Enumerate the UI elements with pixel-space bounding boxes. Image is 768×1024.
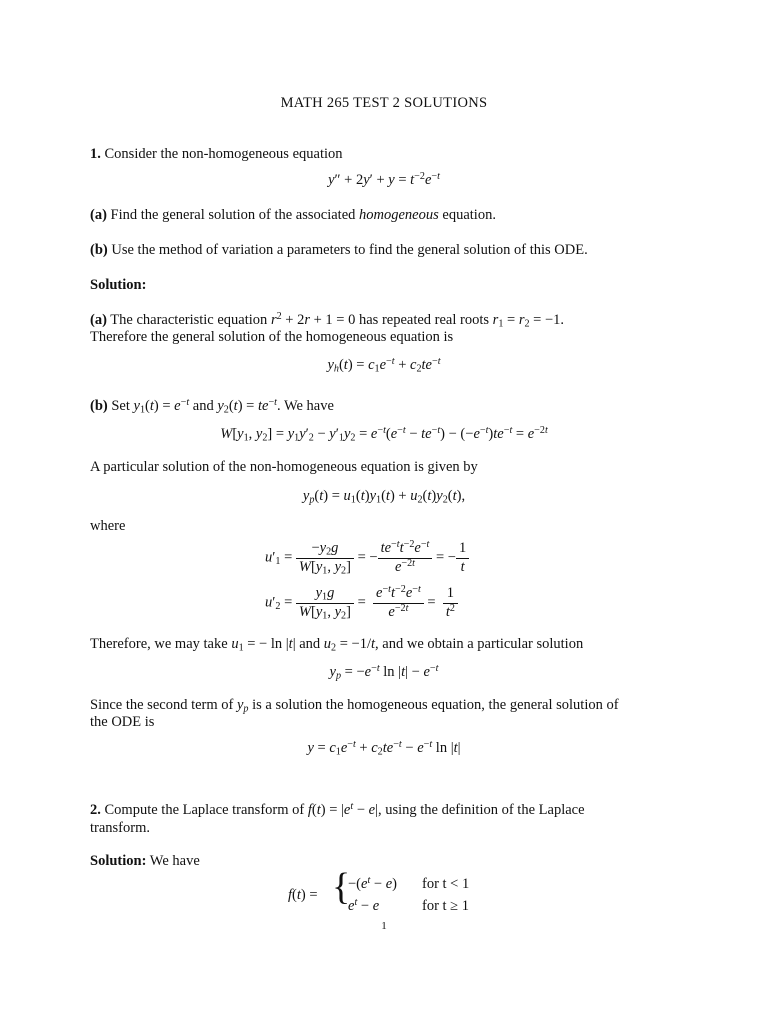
therefore-text1: Therefore, we may take <box>90 636 228 652</box>
particular-solution-form: $y_p(t) = u_1(t)y_1(t) + u_2(t)y_2(t)$, <box>302 488 466 506</box>
general-solution: $y = c_1e^{-t} + c_2te^{-t} - e^{-t}$ ln |t| <box>307 738 461 758</box>
since-text1: Since the second term of <box>90 697 234 713</box>
part-a-label: (a) <box>90 207 107 223</box>
sol-b-we-have: . We have <box>276 398 334 414</box>
characteristic-eq: $r^2 + 2r + 1 = 0$ <box>270 310 356 328</box>
problem-2-text2: , using the definition of the Laplace <box>377 802 585 818</box>
piecewise-case-2: $e^t - e$ <box>348 896 380 914</box>
sol-a-text2: has repeated real roots <box>358 312 490 328</box>
since-text2: is a solution the homogeneous equation, the general solution of <box>252 697 619 713</box>
since-text3: the ODE is <box>90 714 155 730</box>
therefore-text2: and <box>299 636 321 652</box>
solution-2-text: We have <box>149 853 200 869</box>
left-brace-icon: { <box>332 866 351 908</box>
piecewise-case-1: $-(e^t - e)$ <box>348 874 397 892</box>
case-2-condition: for t ≥ 1 <box>422 898 470 914</box>
roots-eq: $r_1 = r_2 = -1$. <box>492 312 565 330</box>
sol-b-and: and <box>192 398 214 414</box>
part-a-text-after: equation. <box>442 207 496 223</box>
therefore-text3: , and we obtain a particular solution <box>375 636 584 652</box>
problem-2-text1: Compute the Laplace transform of <box>104 802 305 818</box>
therefore-line: Therefore, we may take $u_1$ = − ln |t| and $u_2 = -1/t$, and we obtain a particular solution <box>90 636 584 654</box>
sol-a-line2: Therefore the general solution of the homogeneous equation is <box>90 329 454 345</box>
problem-1-intro-text: Consider the non-homogeneous equation <box>104 146 343 162</box>
sol-b-label: (b) <box>90 398 108 414</box>
since-line1: Since the second term of $y_p$ is a solution the homogeneous equation, the general solution of <box>90 697 619 715</box>
part-b-label: (b) <box>90 242 108 258</box>
solution-a-line1 <box>90 312 564 330</box>
part-a-text-before: Find the general solution of the associated <box>110 207 356 223</box>
piecewise-lhs: f(t) = <box>288 887 318 903</box>
u1-prime-equation: $u'_1$ = $\frac{-y_2g}{W[y_1, y_2]}$ = − $\frac{te^{-t}t^{-2}e^{-t}}{e^{-2t}}$ = − $\frac{1}{t}$ <box>265 540 469 576</box>
problem-2-number: 2. <box>90 802 101 818</box>
part-b-text: Use the method of variation a parameters to find the general solution of this ODE. <box>111 242 588 258</box>
where-text: where <box>90 518 126 534</box>
ode-equation: $y'' + 2y' + y = t^{-2}e^{-t}$ <box>328 170 440 188</box>
solution-2-label: Solution: <box>90 853 147 869</box>
case-1-condition: for t < 1 <box>422 876 470 892</box>
problem-2-text3: transform. <box>90 820 150 836</box>
wronskian-equation: $W[y_1$, $y_2] = y_1y'_2 - y'_1y_2 = e^{-t}(e^{-t} - te^{-t}) - (-e^{-t})te^{-t} = e^{-2t}$ <box>220 424 548 444</box>
solution-1-label: Solution: <box>90 277 147 293</box>
solution-b-line1: (b) Set $y_1(t) = e^{-t}$ and $y_2(t) = te^{-t}$. We have <box>90 396 334 416</box>
document-page <box>90 0 678 1024</box>
u2-prime-equation: $u'_2$ = $\frac{y_1g}{W[y_1, y_2]}$ = $\frac{e^{-t}t^{-2}e^{-t}}{e^{-2t}}$ = $\frac{1}{t^2}$ <box>265 585 458 621</box>
sol-b-set: Set <box>111 398 130 414</box>
sol-a-text1: The characteristic equation <box>110 312 268 328</box>
problem-1-intro <box>90 146 343 164</box>
page-title: MATH 265 TEST 2 SOLUTIONS <box>280 95 488 111</box>
homogeneous-solution: $y_h(t) = c_1e^{-t} + c_2te^{-t}$ <box>327 355 441 375</box>
particular-text: A particular solution of the non-homogeneous equation is given by <box>90 459 478 475</box>
problem-2-line1: 2. Compute the Laplace transform of $f(t) = |e^t - e|$, using the definition of the Laplace <box>90 800 585 818</box>
sol-a-label: (a) <box>90 312 107 328</box>
problem-1-number: 1. <box>90 146 101 162</box>
particular-solution: $y_p = -e^{-t}$ $\ln |t| - e^{-t}$ <box>329 662 439 682</box>
problem-1-part-b <box>90 242 588 260</box>
problem-1-part-a <box>90 207 496 225</box>
solution-2-line <box>90 853 200 871</box>
page-number: 1 <box>381 920 387 932</box>
part-a-emph: homogeneous <box>359 207 439 223</box>
